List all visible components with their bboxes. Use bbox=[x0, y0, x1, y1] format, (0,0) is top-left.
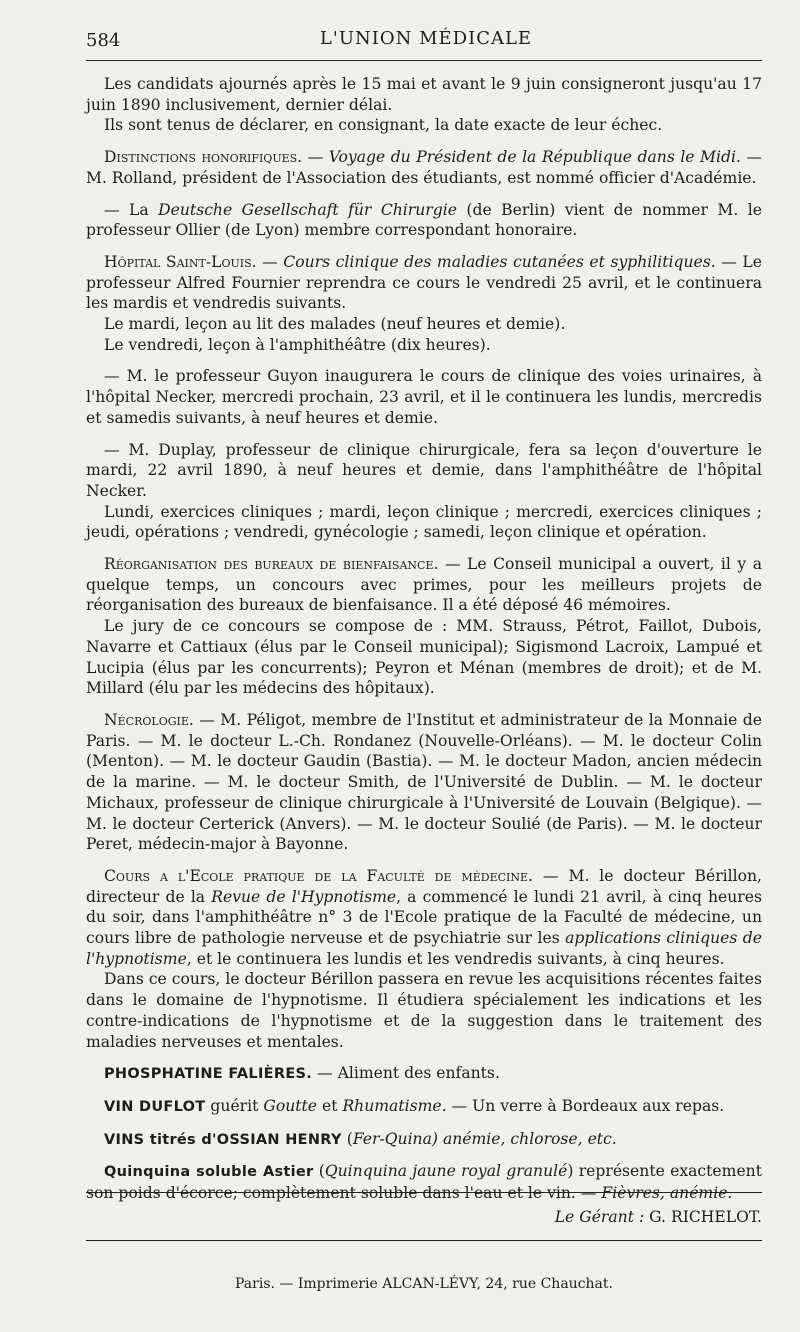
section-heading: Distinctions honorifiques. bbox=[104, 148, 303, 167]
section-heading: Hôpital Saint-Louis. bbox=[104, 252, 257, 271]
paragraph: Les candidats ajournés après le 15 mai et avant le 9 juin consigneront jusqu'au 17 juin 1890 inclusivement, dernier délai. bbox=[86, 75, 762, 114]
paragraph: Hôpital Saint-Louis. — Cours clinique des maladies cutanées et syphilitiques. — Le professeur Alfred Fournier reprendra ce cours le vendredi 25 avril, et le continuera les mardis et vendredis suivants. bbox=[86, 252, 762, 313]
page-number: 584 bbox=[86, 30, 121, 51]
paragraph: — M. le professeur Guyon inaugurera le cours de clinique des voies urinaires, à l'hôpital Necker, mercredi prochain, 23 avril, et il le continuera les lundis, mercredis et samedis suivants, à neuf heures et demie. bbox=[86, 367, 762, 427]
paragraph: Nécrologie. — M. Péligot, membre de l'Institut et administrateur de la Monnaie de Paris. — M. le docteur L.-Ch. Rondanez (Nouvelle-Orléans). — M. le docteur Colin (Menton). — M. le docteur Gaudin (Bastia). — M. le docteur Madon, ancien médecin de la marine. — M. le docteur Smith, de l'Université de Dublin. — M. le docteur Michaux, professeur de clinique chirurgicale à l'Université de Louvain (Belgique). — M. le docteur Certerick (Anvers). — M. le docteur Soulié (de Paris). — M. le docteur Peret, médecin-major à Bayonne. bbox=[86, 710, 762, 854]
advertisement: VINS titrés d'OSSIAN HENRY (Fer-Quina) anémie, chlorose, etc. bbox=[104, 1129, 617, 1148]
paragraph: Le jury de ce concours se compose de : MM. Strauss, Pétrot, Faillot, Dubois, Navarre et Cattiaux (élus par le Conseil municipal); Sigismond Lacroix, Lampué et Lucipia (élus par les concurrents); Peyron et Ménan (membres de droit); et de M. Millard (élu par les médecins des hôpitaux). bbox=[86, 617, 762, 698]
header-rule bbox=[86, 60, 762, 61]
paragraph: — La Deutsche Gesellschaft für Chirurgie (de Berlin) vient de nommer M. le professeur Ollier (de Lyon) membre correspondant honoraire. bbox=[86, 200, 762, 240]
section-heading: Réorganisation des bureaux de bienfaisance. bbox=[104, 555, 439, 574]
printer-imprint: Paris. — Imprimerie ALCAN-LÉVY, 24, rue Chauchat. bbox=[235, 1276, 613, 1292]
section-heading: Cours a l'Ecole pratique de la Faculté de médecine. bbox=[104, 866, 533, 885]
ad-heading: VIN DUFLOT bbox=[104, 1098, 206, 1115]
paragraph: Cours a l'Ecole pratique de la Faculté de médecine. — M. le docteur Bérillon, directeur de la Revue de l'Hypnotisme, a commencé le lundi 21 avril, à cinq heures du soir, dans l'amphithéâtre n° 3 de l'Ecole pratique de la Faculté de médecine, un cours libre de pathologie nerveuse et de psychiatrie sur les applications cliniques de l'hypnotisme, et le continuera les lundis et les vendredis suivants, à cinq heures. bbox=[86, 866, 762, 968]
gerant-signature: Le Gérant : G. RICHELOT. bbox=[554, 1208, 762, 1226]
advertisement: Quinquina soluble Astier (Quinquina jaune royal granulé) représente exactement son poids d'écorce; complètement soluble dans l'eau et le vin. — Fièvres, anémie. bbox=[86, 1162, 762, 1203]
paragraph: Ils sont tenus de déclarer, en consignant, la date exacte de leur échec. bbox=[104, 116, 663, 135]
footer-rule-bottom bbox=[86, 1240, 762, 1241]
paragraph: Le mardi, leçon au lit des malades (neuf heures et demie). bbox=[104, 315, 566, 334]
paragraph: Dans ce cours, le docteur Bérillon passera en revue les acquisitions récentes faites dans le domaine de l'hypnotisme. Il étudiera spécialement les indications et les contre-indications de l'hypnotisme et de la suggestion dans le traitement des maladies nerveuses et mentales. bbox=[86, 970, 762, 1051]
article-body bbox=[86, 74, 762, 1204]
paragraph: Distinctions honorifiques. — Voyage du Président de la République dans le Midi. — M. Rolland, président de l'Association des étudiants, est nommé officier d'Académie. bbox=[86, 148, 762, 187]
advertisement: PHOSPHATINE FALIÈRES. — Aliment des enfants. bbox=[104, 1064, 500, 1083]
paragraph: Lundi, exercices cliniques ; mardi, leçon clinique ; mercredi, exercices cliniques ; jeudi, opérations ; vendredi, gynécologie ; samedi, leçon clinique et opération. bbox=[86, 502, 762, 542]
footer-rule-top bbox=[86, 1192, 762, 1193]
paragraph: — M. Duplay, professeur de clinique chirurgicale, fera sa leçon d'ouverture le mardi, 22 avril 1890, à neuf heures et demie, dans l'amphithéâtre de l'hôpital Necker. bbox=[86, 440, 762, 500]
ad-heading: Quinquina soluble Astier bbox=[104, 1164, 314, 1181]
paragraph: Le vendredi, leçon à l'amphithéâtre (dix heures). bbox=[104, 335, 491, 354]
running-header bbox=[86, 24, 766, 54]
ad-heading: PHOSPHATINE FALIÈRES. bbox=[104, 1066, 313, 1083]
section-heading: Nécrologie. bbox=[104, 710, 194, 729]
advertisement: VIN DUFLOT guérit Goutte et Rhumatisme. — Un verre à Bordeaux aux repas. bbox=[104, 1096, 725, 1115]
journal-title: L'UNION MÉDICALE bbox=[319, 28, 533, 49]
paragraph: Réorganisation des bureaux de bienfaisance. — Le Conseil municipal a ouvert, il y a quelque temps, un concours avec primes, pour les meilleurs projets de réorganisation des bureaux de bienfaisance. Il a été déposé 46 mémoires. bbox=[86, 555, 762, 615]
ad-heading: VINS titrés d'OSSIAN HENRY bbox=[104, 1131, 342, 1148]
